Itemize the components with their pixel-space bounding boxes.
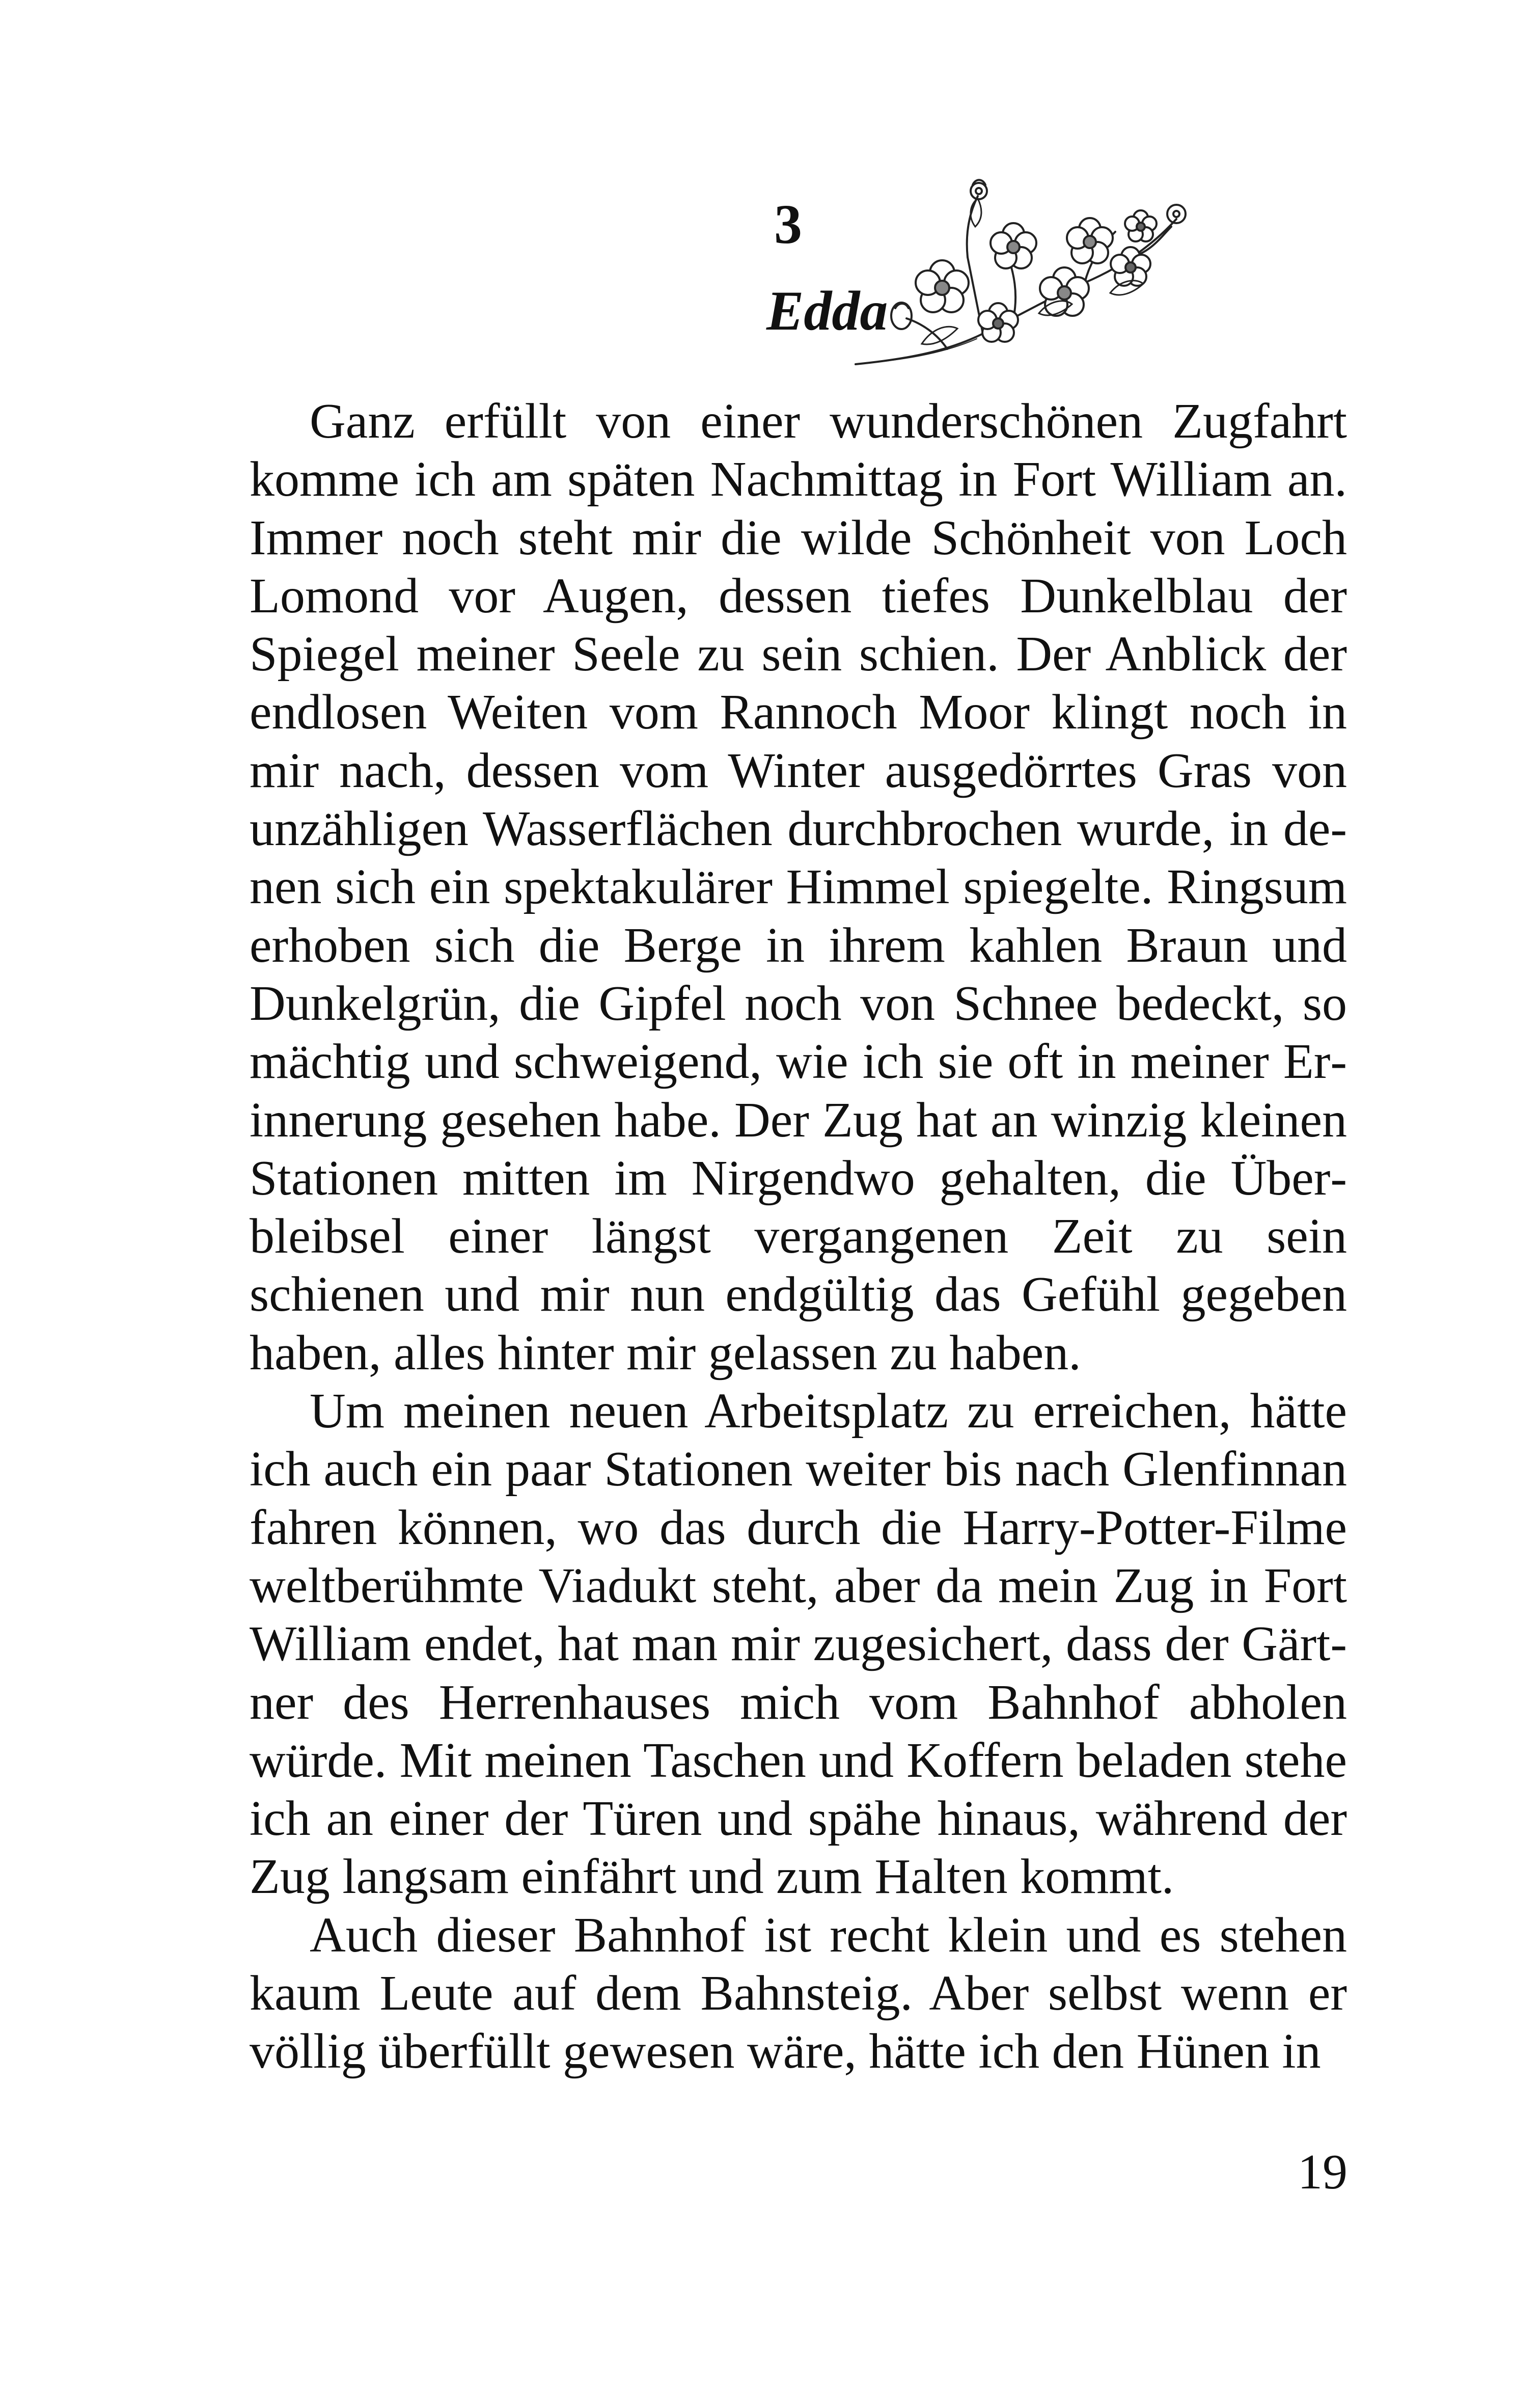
flowering-branch-icon	[845, 171, 1192, 374]
chapter-body	[250, 392, 1347, 2081]
paragraph: Ganz erfüllt von einer wunderschönen Zugfahrt komme ich am späten Nachmittag in Fort William an. Immer noch steht mir die wilde Schönheit von Loch Lomond vor Augen, dessen tiefes Dunkelblau der Spiegel meiner Seele zu sein schien. Der Anblick der endlosen Weiten vom Rannoch Moor klingt noch in mir nach, dessen vom Winter ausgedörrtes Gras von unzähligen Wasserflächen durchbrochen wurde, in denen sich ein spektakulärer Himmel spiegelte. Ringsum erhoben sich die Berge in ihrem kahlen Braun und Dunkelgrün, die Gipfel noch von Schnee bedeckt, so mächtig und schweigend, wie ich sie oft in meiner Erinnerung gesehen habe. Der Zug hat an winzig kleinen Stationen mitten im Nirgendwo gehalten, die Überbleibsel einer längst vergangenen Zeit zu sein schienen und mir nun endgültig das Gefühl gegeben haben, alles hinter mir gelassen zu haben.	[250, 394, 1347, 1380]
page-number: 19	[1298, 2145, 1348, 2200]
chapter-title: Edda	[766, 280, 888, 342]
paragraph: Um meinen neuen Arbeitsplatz zu erreichen, hätte ich auch ein paar Stationen weiter bis nach Glenfinnan fahren können, wo das durch die Harry-Potter-Filme weltberühmte Viadukt steht, aber da mein Zug in Fort William endet, hat man mir zugesichert, dass der Gärtner des Herrenhauses mich vom Bahnhof abholen würde. Mit meinen Taschen und Koffern beladen stehe ich an einer der Türen und spähe hinaus, während der Zug langsam einfährt und zum Halten kommt.	[250, 1384, 1347, 1905]
chapter-number: 3	[774, 193, 802, 255]
paragraph: Auch dieser Bahnhof ist recht klein und es stehen kaum Leute auf dem Bahnsteig. Aber selbst wenn er völlig überfüllt gewesen wäre, hätte ich den Hünen in	[250, 1907, 1347, 2079]
